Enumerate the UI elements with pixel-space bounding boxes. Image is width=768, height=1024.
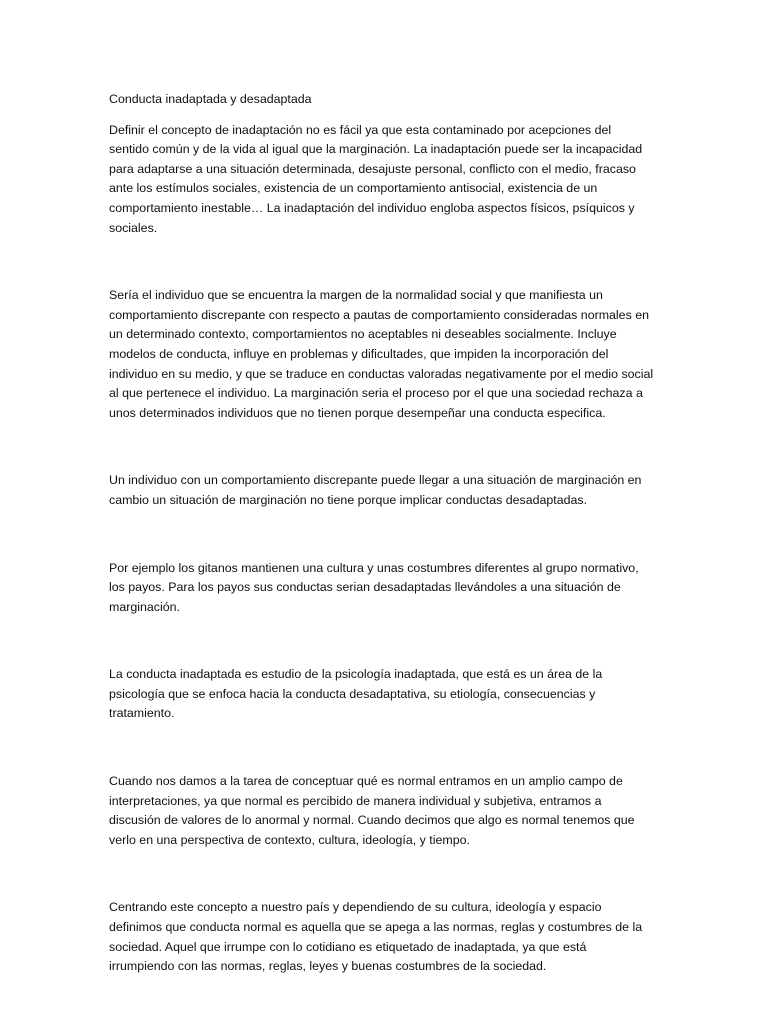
- paragraph-discrepant-behavior: Un individuo con un comportamiento discrepante puede llegar a una situación de marginación en cambio un situación de marginación no tiene porque implicar conductas desadaptadas.: [109, 473, 642, 507]
- document-title: Conducta inadaptada y desadaptada: [109, 92, 312, 106]
- paragraph-country-context: Centrando este concepto a nuestro país y dependiendo de su cultura, ideología y espacio definimos que conducta normal es aquella que se apega a las normas, reglas y costumbres de la sociedad. Aquel que irrumpe con lo cotidiano es etiquetado de inadaptada, ya que está irrumpiendo con las normas, reglas, leyes y buenas costumbres de la sociedad.: [109, 900, 643, 974]
- paragraph-definition: Definir el concepto de inadaptación no es fácil ya que esta contaminado por acepciones del sentido común y de la vida al igual que la marginación. La inadaptación puede ser la incapacidad para adaptarse a una situación determinada, desajuste personal, conflicto con el medio, fracaso ante los estímulos sociales, existencia de un comportamiento antisocial, existencia de un comportamiento inestable… La inadaptación del individuo engloba aspectos físicos, psíquicos y sociales.: [109, 122, 643, 235]
- paragraph-example: Por ejemplo los gitanos mantienen una cultura y unas costumbres diferentes al grupo normativo, los payos. Para los payos sus conductas serian desadaptadas llevándoles a una situación de marginación.: [109, 560, 639, 614]
- paragraph-individual-margin: Sería el individuo que se encuentra la margen de la normalidad social y que manifiesta un comportamiento discrepante con respecto a pautas de comportamiento consideradas normales en un determinado contexto, comportamientos no aceptables ni deseables socialmente. Incluye modelos de conducta, influye en problemas y dificultades, que impiden la incorporación del individuo en su medio, y que se traduce en conductas valoradas negativamente por el medio social al que pertenece el individuo. La marginación seria el proceso por el que una sociedad rechaza a unos determinados individuos que no tienen porque desempeñar una conducta especifica.: [109, 288, 654, 420]
- document-page: [109, 90, 654, 977]
- paragraph-normality: Cuando nos damos a la tarea de conceptuar qué es normal entramos en un amplio campo de interpretaciones, ya que normal es percibido de manera individual y subjetiva, entramos a discusión de valores de lo anormal y normal. Cuando decimos que algo es normal tenemos que verlo en una perspectiva de contexto, cultura, ideología, y tiempo.: [109, 774, 635, 847]
- paragraph-psychology: La conducta inadaptada es estudio de la psicología inadaptada, que está es un área de la psicología que se enfoca hacia la conducta desadaptativa, su etiología, consecuencias y tratamiento.: [109, 667, 603, 721]
